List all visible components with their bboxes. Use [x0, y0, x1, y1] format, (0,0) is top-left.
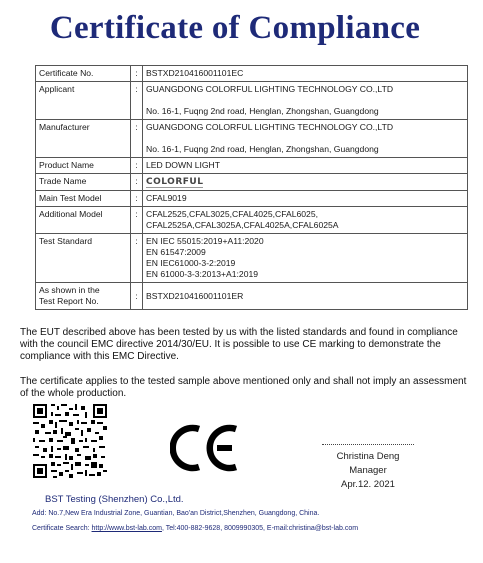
- signature-line: [322, 444, 414, 445]
- issuer-company: BST Testing (Shenzhen) Co.,Ltd.: [45, 494, 184, 505]
- applicant-address: No. 16-1, Fuqng 2nd road, Henglan, Zhongshan, Guangdong: [146, 106, 379, 116]
- table-row: [36, 120, 468, 158]
- colon: :: [131, 207, 143, 234]
- manufacturer-address: No. 16-1, Fuqng 2nd road, Henglan, Zhongshan, Guangdong: [146, 144, 379, 154]
- colon: :: [131, 120, 143, 158]
- certificate-search-label: Certificate Search:: [32, 525, 92, 532]
- table-row: [36, 234, 468, 283]
- certificate-search-link[interactable]: http://www.bst-lab.com: [91, 525, 162, 532]
- test-standard-line: EN IEC61000-3-2:2019: [146, 258, 236, 268]
- scope-statement: The certificate applies to the tested sample above mentioned only and shall not imply an assessment of the whole production.: [20, 376, 467, 399]
- colon: :: [131, 66, 143, 82]
- certificate-search-line: [32, 525, 358, 532]
- trade-name-value: [143, 174, 468, 191]
- additional-model-line: CFAL2525A,CFAL3025A,CFAL4025A,CFAL6025A: [146, 220, 339, 230]
- qr-code-icon: [33, 404, 107, 478]
- additional-model-value: [143, 207, 468, 234]
- colon: :: [131, 234, 143, 283]
- manufacturer-name: GUANGDONG COLORFUL LIGHTING TECHNOLOGY CO.,LTD: [146, 122, 394, 132]
- signatory-name: Christina Deng: [336, 451, 400, 462]
- colon: :: [131, 191, 143, 207]
- signatory-role: Manager: [349, 465, 387, 476]
- colon: :: [131, 82, 143, 120]
- report-no-label-line: As shown in the: [39, 285, 100, 295]
- test-standard-line: EN 61000-3-3:2013+A1:2019: [146, 269, 259, 279]
- main-test-model-value: CFAL9019: [143, 191, 468, 207]
- table-row: [36, 283, 468, 310]
- trade-name-label: Trade Name: [36, 174, 131, 191]
- table-row: [36, 207, 468, 234]
- manufacturer-value: [143, 120, 468, 158]
- additional-model-label: Additional Model: [36, 207, 131, 234]
- report-no-value: BSTXD210416001101ER: [143, 283, 468, 310]
- manufacturer-label: Manufacturer: [36, 120, 131, 158]
- compliance-statement: The EUT described above has been tested by us with the listed standards and found in compliance with the council EMC directive 2014/30/EU. It is possible to use CE marking to demonstrate the compliance with this EMC Directive.: [20, 327, 458, 362]
- report-no-label: [36, 283, 131, 310]
- certificate-info-table: [35, 65, 468, 310]
- table-row: [36, 158, 468, 174]
- ce-mark-icon: [170, 422, 242, 474]
- main-test-model-label: Main Test Model: [36, 191, 131, 207]
- colon: :: [131, 283, 143, 310]
- test-standard-value: [143, 234, 468, 283]
- table-row: [36, 191, 468, 207]
- applicant-value: [143, 82, 468, 120]
- applicant-name: GUANGDONG COLORFUL LIGHTING TECHNOLOGY CO.,LTD: [146, 84, 394, 94]
- report-no-label-line: Test Report No.: [39, 296, 99, 306]
- product-name-label: Product Name: [36, 158, 131, 174]
- certificate-title: Certificate of Compliance: [49, 10, 421, 46]
- test-standard-line: EN 61547:2009: [146, 247, 206, 257]
- certificate-date: Apr.12. 2021: [341, 479, 395, 490]
- issuer-contact: , Tel:400-882-9628, 8009990305, E-mail:christina@bst-lab.com: [161, 525, 359, 532]
- test-standard-label: Test Standard: [36, 234, 131, 283]
- product-name-value: LED DOWN LIGHT: [143, 158, 468, 174]
- colorful-logo: COLORFUL: [146, 177, 204, 187]
- certificate-no-value: BSTXD210416001101EC: [143, 66, 468, 82]
- table-row: [36, 66, 468, 82]
- table-row: [36, 82, 468, 120]
- issuer-address: Add: No.7,New Era Industrial Zone, Guantian, Bao'an District,Shenzhen, Guangdong, China.: [32, 510, 320, 517]
- certificate-no-label: Certificate No.: [36, 66, 131, 82]
- table-row: [36, 174, 468, 191]
- additional-model-line: CFAL2525,CFAL3025,CFAL4025,CFAL6025,: [146, 209, 318, 219]
- colon: :: [131, 174, 143, 191]
- colon: :: [131, 158, 143, 174]
- applicant-label: Applicant: [36, 82, 131, 120]
- test-standard-line: EN IEC 55015:2019+A11:2020: [146, 236, 264, 246]
